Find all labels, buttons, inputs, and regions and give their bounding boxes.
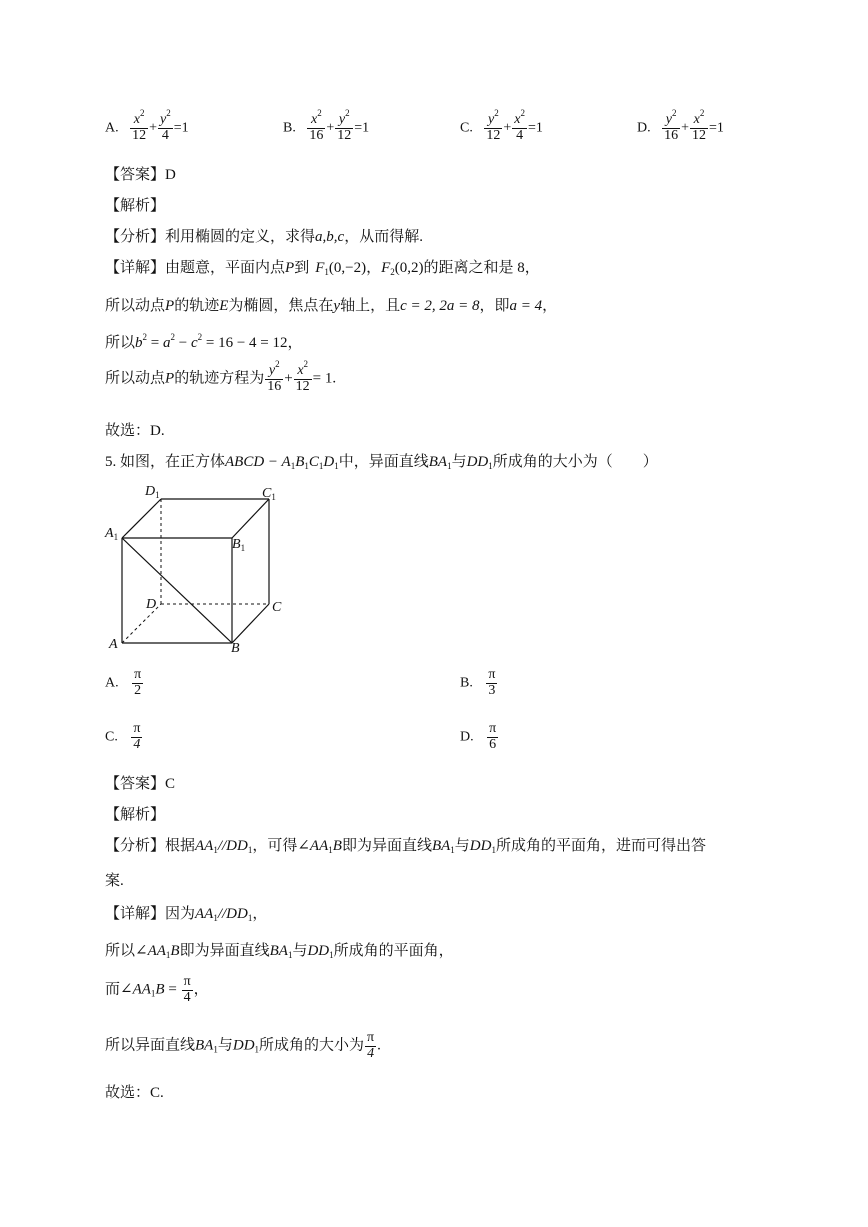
q4-detail-line2: 所以动点P的轨迹E为椭圆，焦点在y轴上，且c = 2, 2a = 8，即a = 4， xyxy=(105,298,558,314)
label-b: B xyxy=(231,641,240,655)
q5-option-c: C. $\frac{\pi}{4}$ xyxy=(105,721,141,752)
q4-option-d: D. $\frac{y^2}{16}$ + $\frac{x^2}{12}$ =1 xyxy=(637,108,724,143)
q5-option-b: B. $\frac{\pi}{3}$ xyxy=(460,667,496,698)
q4-jiexi-heading: 【解析】 xyxy=(105,198,166,214)
cube-figure xyxy=(100,480,300,655)
label-d: D xyxy=(146,597,157,612)
option-label: D. xyxy=(637,120,651,136)
label-d1: $D_1$ xyxy=(145,484,160,500)
label-a1: $A_1$ xyxy=(105,526,119,542)
q5-choose: 故选：C. xyxy=(105,1085,164,1101)
q4-option-a: A. $\frac{x^2}{12}$ + $\frac{y^2}{4}$ =1 xyxy=(105,108,189,143)
q5-stem: 5. 如图，在正方体ABCD − $A_1B_1C_1D_1$中，异面直线$BA_1$与$DD_1$所成角的大小为（ ） xyxy=(105,454,658,471)
q5-detail-line1: 【详解】因为$AA_1//DD_1$， xyxy=(105,906,268,923)
q5-option-d: D. $\frac{\pi}{6}$ xyxy=(460,721,497,752)
q5-detail-line4: 所以异面直线$BA_1$与$DD_1$所成角的大小为 $\frac{\pi}{4}$ . xyxy=(105,1030,381,1061)
q4-option-b: B. $\frac{x^2}{16}$ + $\frac{y^2}{12}$ =1 xyxy=(283,108,370,143)
label-b1: $B_1$ xyxy=(232,537,246,553)
q4-detail-line1: 【详解】由题意，平面内点P到 $F_1(0,-2)$，$F_2(0,2)$的距离之和是 8， xyxy=(105,260,540,277)
edge-a1-d1 xyxy=(122,499,161,538)
q5-option-a: A. $\frac{\pi}{2}$ xyxy=(105,667,142,698)
q4-choose: 故选：D. xyxy=(105,423,165,439)
q5-analysis-line2: 案. xyxy=(105,873,124,889)
label-a: A xyxy=(109,637,118,652)
q4-answer: 【答案】D xyxy=(105,167,176,183)
q5-answer: 【答案】C xyxy=(105,776,176,792)
q4-detail-line4: 所以动点P的轨迹方程为 $\frac{y^2}{16}$ + $\frac{x^2}{12}$ = 1. xyxy=(105,359,337,394)
option-label: B. xyxy=(283,120,296,136)
diag-a1-b xyxy=(122,538,232,643)
label-c: C xyxy=(272,600,282,615)
edge-b1-c1 xyxy=(232,499,269,538)
q5-detail-line3: 而$\angle AA_1B$ = $\frac{\pi}{4}$ ， xyxy=(105,974,209,1005)
q4-option-c: C. $\frac{y^2}{12}$ + $\frac{x^2}{4}$ =1 xyxy=(460,108,543,143)
q4-detail-line3: 所以$b^2 = a^2 - c^2 = 16 - 4 = 12$， xyxy=(105,332,303,351)
q4-analysis: 【分析】利用椭圆的定义，求得a,b,c，从而得解. xyxy=(105,229,423,245)
option-label: A. xyxy=(105,120,119,136)
q5-analysis-line1: 【分析】根据$AA_1//DD_1$，可得$\angle AA_1B$即为异面直线$BA_1$与$DD_1$所成角的平面角，进而可得出答 xyxy=(105,838,706,855)
edge-b-c xyxy=(232,604,269,643)
label-c1: $C_1$ xyxy=(262,486,276,502)
q5-detail-line2: 所以$\angle AA_1B$即为异面直线$BA_1$与$DD_1$所成角的平面角， xyxy=(105,943,454,960)
option-label: C. xyxy=(460,120,473,136)
q5-jiexi-heading: 【解析】 xyxy=(105,807,166,823)
